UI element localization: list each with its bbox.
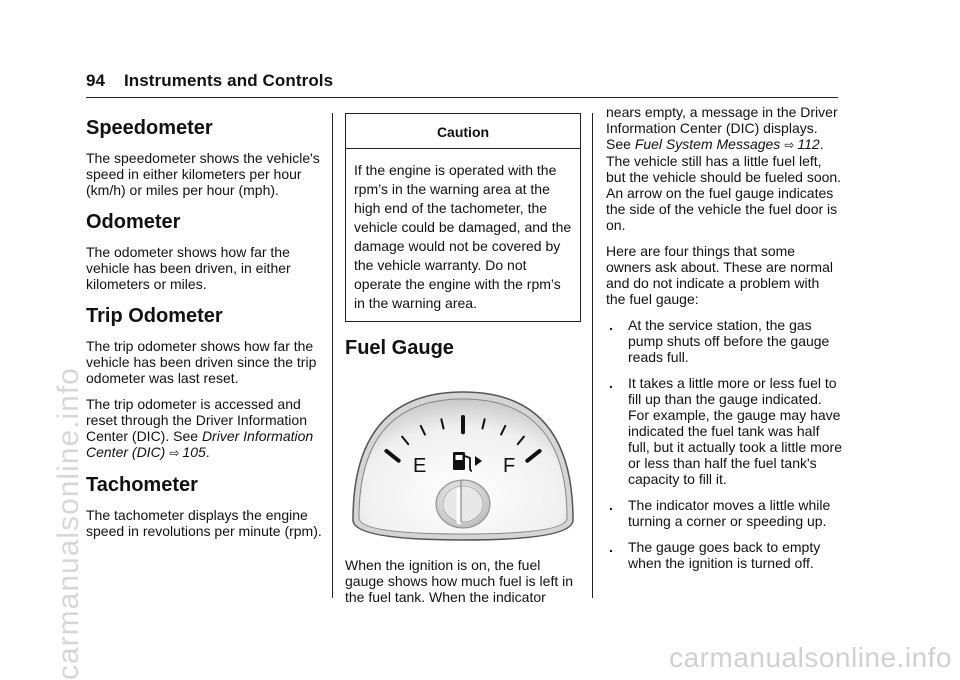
bullet-marker: . [609, 539, 613, 555]
list-item [606, 375, 842, 487]
page-number: 94 [86, 71, 106, 90]
page-header [86, 71, 838, 91]
bullet-marker: . [609, 375, 613, 391]
caution-text: If the engine is operated with the rpm’s in the warning area at the high end of the tachometer, the vehicle could be damaged, and the damage would not be covered by the vehicle warranty. Do not operate the engine with the rpm’s in the warning area. [354, 162, 572, 311]
dic-reference-title: Driver Information Center (DIC) [86, 428, 314, 460]
list-item-text: It takes a little more or less fuel to fill up than the gauge indicated. For example, the gauge may have indicated the fuel tank was half full, but it actually took a little more or less than half the fuel tank's capacity to fill it. [628, 375, 842, 487]
fuel-indicator-text-suffix: . The vehicle still has a little fuel left, but the vehicle should be fueled soon. An arrow on the fuel gauge indicates the side of the vehicle the fuel door is on. [606, 136, 842, 233]
column-divider-1 [332, 113, 333, 598]
list-item [606, 317, 842, 365]
gauge-empty-label: E [413, 455, 427, 477]
odometer-heading: Odometer [86, 211, 181, 233]
tachometer-heading: Tachometer [86, 474, 198, 496]
page-reference-icon: ⇨ [784, 138, 795, 152]
owners-ask-text: Here are four things that some owners ask about. These are normal and do not indicate a problem with the fuel gauge: [606, 243, 833, 307]
page-reference-icon: ⇨ [169, 446, 180, 460]
column-divider-2 [592, 113, 593, 598]
bullet-marker: . [609, 497, 613, 513]
trip-odometer-text-1: The trip odometer shows how far the vehicle has been driven since the trip odometer was last reset. [86, 338, 317, 386]
list-item-text: The indicator moves a little while turning a corner or speeding up. [628, 497, 831, 529]
fuel-gauge-text: When the ignition is on, the fuel gauge shows how much fuel is left in the fuel tank. When the indicator [345, 557, 574, 605]
fuel-system-messages-link[interactable] [635, 136, 820, 152]
list-item [606, 539, 842, 571]
fuel-gauge-illustration [345, 372, 581, 547]
fuel-indicator-text [606, 104, 842, 233]
speedometer-text: The speedometer shows the vehicle's speed in either kilometers per hour (km/h) or miles per hour (mph). [86, 150, 320, 198]
bullet-marker: . [609, 317, 613, 333]
trip-odometer-text-2-suffix: . [205, 444, 210, 460]
list-item-text: The gauge goes back to empty when the ignition is turned off. [628, 539, 821, 571]
gauge-full-label: F [503, 455, 516, 477]
caution-box [345, 113, 581, 322]
list-item [606, 497, 842, 529]
fuel-gauge-heading: Fuel Gauge [345, 337, 454, 359]
gauge-needle-hub [436, 480, 490, 528]
list-item-text: At the service station, the gas pump shuts off before the gauge reads full. [628, 317, 830, 365]
fuel-gauge-faq-list [606, 317, 842, 571]
side-watermark-text: carmanualsonline.info [52, 367, 85, 680]
tachometer-text: The tachometer displays the engine speed in revolutions per minute (rpm). [86, 507, 322, 539]
header-rule [86, 97, 838, 98]
speedometer-heading: Speedometer [86, 117, 213, 139]
section-title: Instruments and Controls [123, 71, 334, 90]
fuel-gauge-graphic [345, 372, 581, 547]
trip-odometer-heading: Trip Odometer [86, 305, 223, 327]
footer-watermark: carmanualsonline.info [669, 642, 952, 673]
caution-title: Caution [346, 114, 580, 149]
trip-odometer-text-2 [86, 396, 322, 461]
fuel-system-messages-page: 112 [797, 136, 820, 152]
column-1 [86, 104, 322, 549]
trip-odometer-text-2-prefix: The trip odometer is accessed and reset through the Driver Information Center (DIC). See [86, 396, 307, 444]
fuel-indicator-text-prefix: nears empty, a message in the Driver Information Center (DIC) displays. See [606, 104, 838, 152]
dic-reference-page: 105 [182, 444, 206, 460]
column-2 [345, 104, 581, 615]
fuel-system-messages-title: Fuel System Messages [634, 136, 781, 152]
odometer-text: The odometer shows how far the vehicle has been driven, in either kilometers or miles. [86, 244, 291, 292]
column-3 [606, 104, 842, 581]
